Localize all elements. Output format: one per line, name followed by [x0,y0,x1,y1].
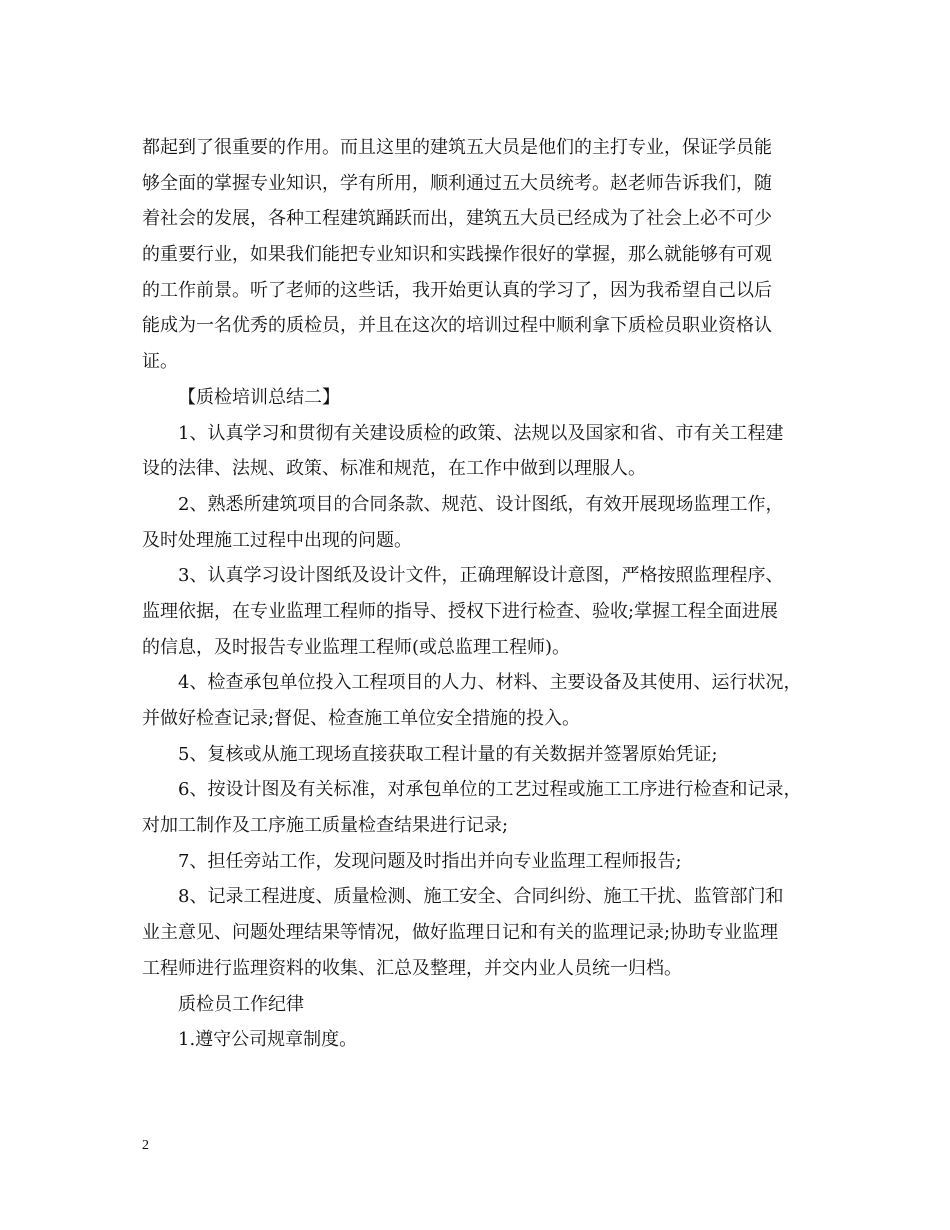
text-line: 证。 [142,351,178,373]
text-line: 7、担任旁站工作，发现问题及时指出并向专业监理工程师报告; [178,850,682,872]
text-line: 设的法律、法规、政策、标准和规范，在工作中做到以理服人。 [142,458,646,480]
section-heading: 【质检培训总结二】 [178,386,340,408]
page-number: 2 [142,1138,149,1153]
text-line: 着社会的发展，各种工程建筑踊跃而出，建筑五大员已经成为了社会上必不可少 [142,208,772,230]
text-line: 能成为一名优秀的质检员，并且在这次的培训过程中顺利拿下质检员职业资格认 [142,315,772,337]
text-line: 的工作前景。听了老师的这些话，我开始更认真的学习了，因为我希望自己以后 [142,279,772,301]
text-line: 对加工制作及工序施工质量检查结果进行记录; [142,815,509,837]
text-line: 够全面的掌握专业知识，学有所用，顺利通过五大员统考。赵老师告诉我们，随 [142,172,772,194]
text-line: 工程师进行监理资料的收集、汇总及整理，并交内业人员统一归档。 [142,957,682,979]
document-body [142,130,822,1058]
section-heading: 质检员工作纪律 [178,993,304,1015]
text-line: 4、检查承包单位投入工程项目的人力、材料、主要设备及其使用、运行状况， [178,672,802,694]
text-line: 业主意见、问题处理结果等情况，做好监理日记和有关的监理记录;协助专业监理 [142,922,779,944]
text-line: 的重要行业，如果我们能把专业知识和实践操作很好的掌握，那么就能够有可观 [142,244,772,266]
text-line: 并做好检查记录;督促、检查施工单位安全措施的投入。 [142,708,581,729]
text-line: 都起到了很重要的作用。而且这里的建筑五大员是他们的主打专业，保证学员能 [142,137,772,158]
text-line: 监理依据，在专业监理工程师的指导、授权下进行检查、验收;掌握工程全面进展 [142,600,779,622]
text-line: 及时处理施工过程中出现的问题。 [142,529,412,551]
text-line: 8、记录工程进度、质量检测、施工安全、合同纠纷、施工干扰、监管部门和 [178,886,784,908]
text-line: 3、认真学习设计图纸及设计文件，正确理解设计意图，严格按照监理程序、 [178,565,784,587]
text-line: 6、按设计图及有关标准，对承包单位的工艺过程或施工工序进行检查和记录， [178,779,802,801]
text-line: 1.遵守公司规章制度。 [178,1029,358,1051]
text-line: 2、熟悉所建筑项目的合同条款、规范、设计图纸，有效开展现场监理工作， [178,493,784,515]
text-line: 的信息，及时报告专业监理工程师(或总监理工程师)。 [142,636,571,658]
text-line: 1、认真学习和贯彻有关建设质检的政策、法规以及国家和省、市有关工程建 [178,422,784,444]
text-line: 5、复核或从施工现场直接获取工程计量的有关数据并签署原始凭证; [178,743,718,765]
